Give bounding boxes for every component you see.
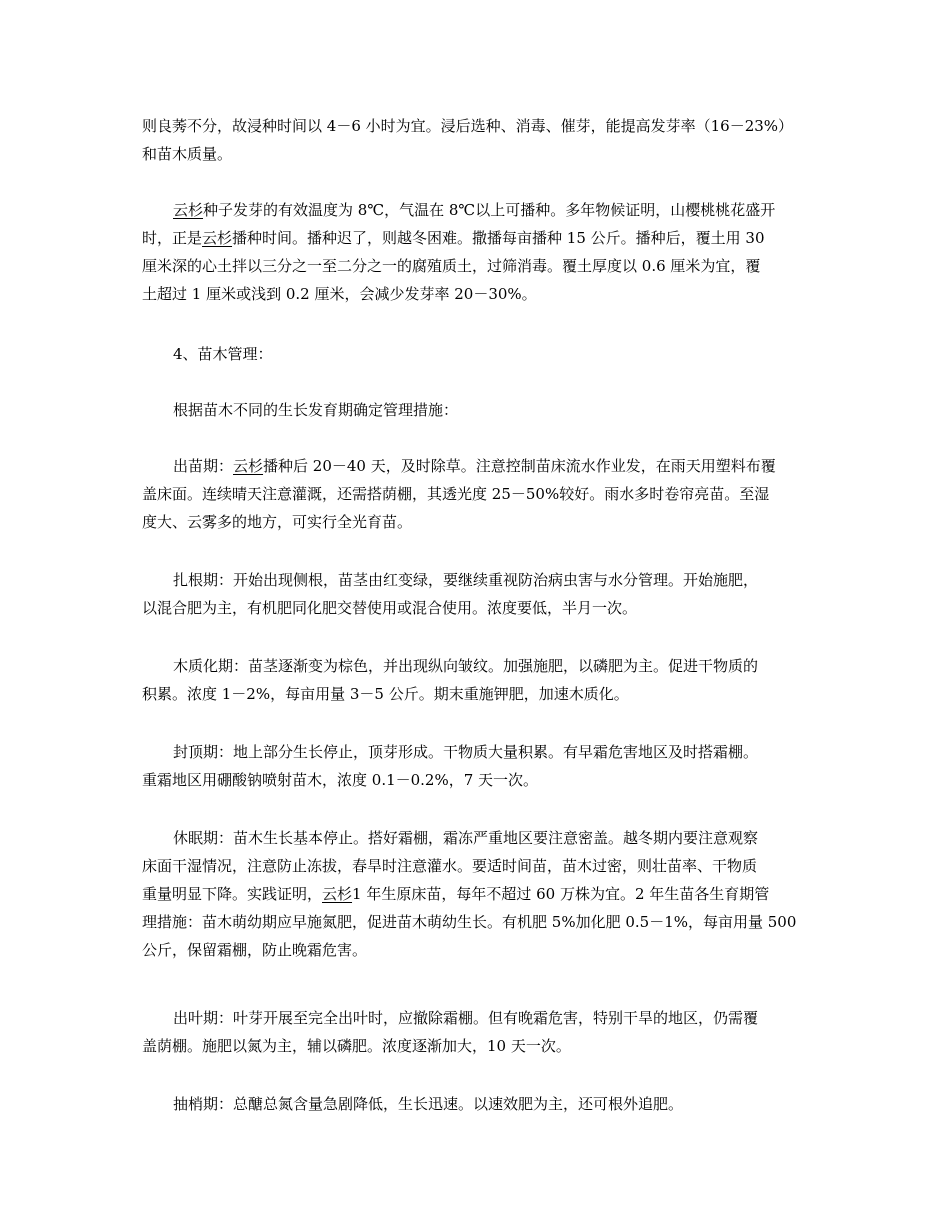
text-line: 抽梢期：总醣总氮含量急剧降低，生长迅速。以速效肥为主，还可根外追肥。 xyxy=(173,1095,684,1113)
text-line: 理措施：苗木萌幼期应早施氮肥，促进苗木萌幼生长。有机肥 5%加化肥 0.5－1%，每亩用量 500 xyxy=(142,913,797,931)
text-line: 重霜地区用硼酸钠喷射苗木，浓度 0.1－0.2%，7 天一次。 xyxy=(142,771,539,789)
text-line: 和苗木质量。 xyxy=(142,145,233,163)
term-spruce: 云杉 xyxy=(233,457,264,475)
text-line: 盖荫棚。施肥以氮为主，辅以磷肥。浓度逐渐加大，10 天一次。 xyxy=(142,1037,571,1055)
text-line: 盖床面。连续晴天注意灌溉，还需搭荫棚，其透光度 25－50%较好。雨水多时卷帘亮苗。至湿 xyxy=(142,485,770,503)
paragraph-soak-continued xyxy=(142,112,818,168)
paragraph-shooting xyxy=(142,1090,818,1118)
text-line: 云杉种子发芽的有效温度为 8℃，气温在 8℃以上可播种。多年物候证明，山樱桃桃花盛开 xyxy=(173,201,776,219)
text-line: 扎根期：开始出现侧根，苗茎由红变绿，要继续重视防治病虫害与水分管理。开始施肥， xyxy=(173,571,759,589)
text-line: 休眠期：苗木生长基本停止。搭好霜棚，霜冻严重地区要注意密盖。越冬期内要注意观察 xyxy=(173,829,759,847)
term-spruce: 云杉 xyxy=(322,885,353,903)
text-line: 出叶期：叶芽开展至完全出叶时，应撤除霜棚。但有晚霜危害，特别干旱的地区，仍需覆 xyxy=(173,1009,759,1027)
text-line: 则良莠不分，故浸种时间以 4－6 小时为宜。浸后选种、消毒、催芽，能提高发芽率（16－23%） xyxy=(142,117,794,135)
text-line: 以混合肥为主，有机肥同化肥交替使用或混合使用。浓度要低，半月一次。 xyxy=(142,599,638,617)
text-line: 木质化期：苗茎逐渐变为棕色，并出现纵向皱纹。加强施肥，以磷肥为主。促进干物质的 xyxy=(173,657,759,675)
text-line: 土超过 1 厘米或浅到 0.2 厘米，会减少发芽率 20－30%。 xyxy=(142,285,537,303)
paragraph-rooting xyxy=(142,566,818,622)
text-line: 公斤，保留霜棚，防止晚霜危害。 xyxy=(142,941,368,959)
paragraph-topping xyxy=(142,738,818,794)
paragraph-lignification xyxy=(142,652,818,708)
text-line: 重量明显下降。实践证明，云杉1 年生原床苗，每年不超过 60 万株为宜。2 年生苗各生育期管 xyxy=(142,885,770,903)
paragraph-dormancy xyxy=(142,824,818,964)
text-line: 积累。浓度 1－2%，每亩用量 3－5 公斤。期末重施钾肥，加速木质化。 xyxy=(142,685,629,703)
text-line: 封顶期：地上部分生长停止，顶芽形成。干物质大量积累。有早霜危害地区及时搭霜棚。 xyxy=(173,743,759,761)
text-line: 出苗期：云杉播种后 20－40 天，及时除草。注意控制苗床流水作业发，在雨天用塑料布覆 xyxy=(173,457,776,475)
text-line: 度大、云雾多的地方，可实行全光育苗。 xyxy=(142,513,413,531)
term-spruce: 云杉 xyxy=(202,229,233,247)
text-line: 根据苗木不同的生长发育期确定管理措施： xyxy=(173,401,459,419)
paragraph-emergence xyxy=(142,452,818,536)
text-line: 时，正是云杉播种时间。播种迟了，则越冬困难。撒播每亩播种 15 公斤。播种后，覆土用 30 xyxy=(142,229,765,247)
paragraph-sowing xyxy=(142,196,818,308)
text-line: 厘米深的心土拌以三分之一至二分之一的腐殖质土，过筛消毒。覆土厚度以 0.6 厘米为宜，覆 xyxy=(142,257,761,275)
heading-text: 4、苗木管理： xyxy=(173,345,273,363)
term-spruce: 云杉 xyxy=(173,201,204,219)
paragraph-leafing xyxy=(142,1004,818,1060)
text-line: 床面干湿情况，注意防止冻拔，春旱时注意灌水。要适时间苗，苗木过密，则壮苗率、干物质 xyxy=(142,857,758,875)
paragraph-intro xyxy=(142,396,818,424)
section-heading xyxy=(142,340,818,368)
